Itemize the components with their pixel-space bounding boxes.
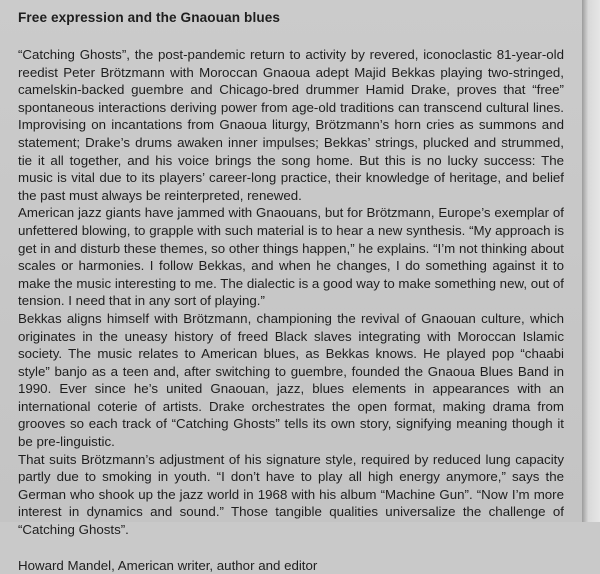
- author-credit: Howard Mandel, American writer, author and editor: [18, 557, 318, 573]
- paragraph-4: That suits Brötzmann’s adjustment of his signature style, required by reduced lung capacity partly due to smoking in youth. “I don’t have to play all high energy anymore,” says the German who shook up the jazz world in 1968 with his album “Machine Gun”. “Now I’m more interest in dynamics and sound.” Those tangible qualities universalize the challenge of “Catching Ghosts”.: [18, 451, 564, 538]
- page-edge-shadow: [582, 0, 600, 522]
- article-title: Free expression and the Gnaouan blues: [18, 10, 281, 25]
- paragraph-3: Bekkas aligns himself with Brötzmann, championing the revival of Gnaouan culture, which originates in the uneasy history of freed Black slaves integrating with Moroccan Islamic society. The music relates to American blues, as Bekkas knows. He played pop “chaabi style” banjo as a teen and, after switching to guembre, founded the Gnaoua Blues Band in 1990. Ever since he’s united Gnaouan, jazz, blues elements in appearances with an international coterie of artists. Drake orchestrates the open format, making drama from grooves so each track of “Catching Ghosts” tells its own story, signifying meaning though it be pre-linguistic.: [18, 310, 564, 450]
- paragraph-1: “Catching Ghosts”, the post-pandemic return to activity by revered, iconoclastic 81-year-old reedist Peter Brötzmann with Moroccan Gnaoua adept Majid Bekkas playing two-stringed, camelskin-backed guembre and Chicago-bred drummer Hamid Drake, proves that “free” spontaneous interactions deriving power from age-old traditions can transcend cultural lines. Improvising on incantations from Gnaoua liturgy, Brötzmann’s horn cries as summons and statement; Drake’s drums awaken inner impulses; Bekkas’ strings, plucked and strummed, tie it all together, and his voice brings the song home. But this is no lucky success: The music is vital due to its players’ career-long practice, their knowledge of heritage, and belief the past must always be reinterpreted, renewed.: [18, 47, 564, 203]
- paragraph-2: American jazz giants have jammed with Gnaouans, but for Brötzmann, Europe’s exemplar of unfettered blowing, to grapple with such material is to hear a new synthesis. “My approach is get in and disturb these themes, so other things happen,” he explains. “I’m not thinking about scales or harmonies. I follow Bekkas, and when he changes, I do something against it to make the music interesting to me. The dialectic is a good way to make something new, out of tension. I need that in any sort of playing.”: [18, 205, 564, 309]
